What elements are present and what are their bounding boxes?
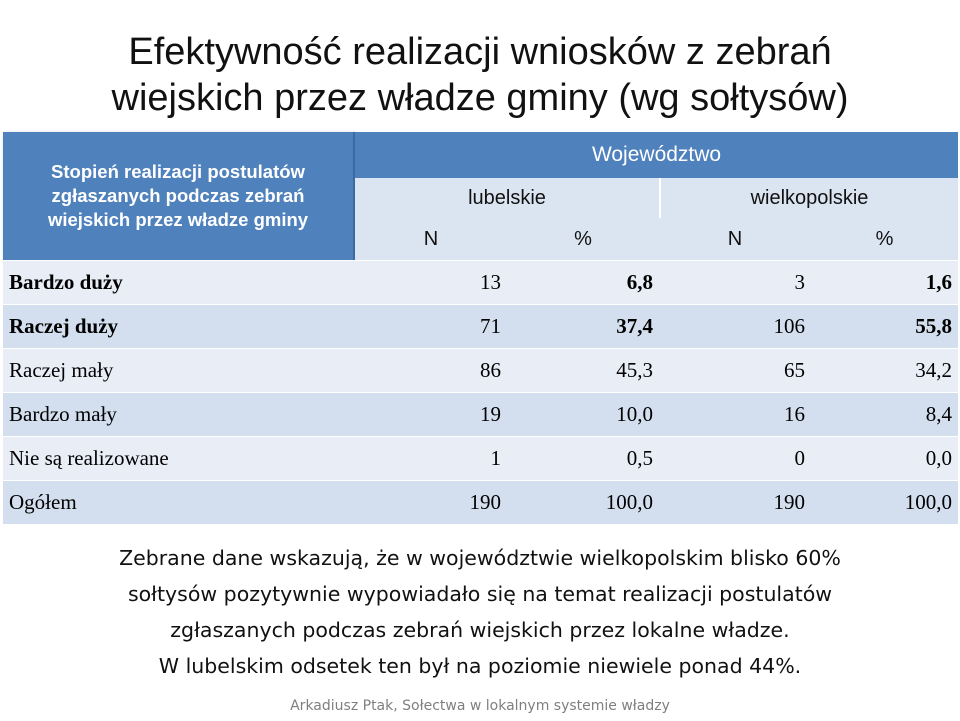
corner-header-line-2: zgłaszanych podczas zebrań (51, 185, 305, 206)
corner-header-line-3: wiejskich przez władze gminy (47, 209, 309, 230)
table-row (3, 392, 958, 436)
subheader-wlk-n: N (659, 218, 811, 260)
cell-lub-pct: 0,5 (507, 436, 659, 480)
table-row (3, 436, 958, 480)
cell-lub-n: 190 (355, 480, 507, 524)
corner-header (3, 132, 355, 260)
cell-lub-pct: 100,0 (507, 480, 659, 524)
cell-wlk-pct: 55,8 (811, 304, 958, 348)
row-label: Nie są realizowane (3, 436, 355, 480)
summary-text (0, 540, 960, 684)
cell-lub-n: 71 (355, 304, 507, 348)
subheader-lub-n: N (355, 218, 507, 260)
cell-wlk-pct: 34,2 (811, 348, 958, 392)
cell-wlk-n: 190 (659, 480, 811, 524)
row-label: Raczej duży (3, 304, 355, 348)
cell-lub-n: 13 (355, 260, 507, 304)
cell-lub-n: 1 (355, 436, 507, 480)
title-line-1: Efektywność realizacji wniosków z zebrań (128, 31, 832, 74)
footer-credit: Arkadiusz Ptak, Sołectwa w lokalnym systemie władzy (290, 698, 670, 714)
cell-lub-pct: 6,8 (507, 260, 659, 304)
cell-lub-pct: 45,3 (507, 348, 659, 392)
table-row (3, 348, 958, 392)
row-label: Bardzo mały (3, 392, 355, 436)
summary-line-1: Zebrane dane wskazują, że w województwie wielkopolskim blisko 60% (119, 546, 841, 570)
cell-wlk-n: 16 (659, 392, 811, 436)
cell-wlk-n: 106 (659, 304, 811, 348)
group-header-wojewodztwo: Województwo (355, 132, 958, 178)
cell-wlk-n: 65 (659, 348, 811, 392)
slide-title (0, 29, 960, 121)
row-label: Bardzo duży (3, 260, 355, 304)
cell-wlk-n: 0 (659, 436, 811, 480)
row-label: Raczej mały (3, 348, 355, 392)
cell-lub-n: 86 (355, 348, 507, 392)
cell-wlk-pct: 0,0 (811, 436, 958, 480)
region-header-lubelskie: lubelskie (355, 178, 659, 218)
summary-line-2: sołtysów pozytywnie wypowiadało się na temat realizacji postulatów (127, 582, 833, 606)
summary-line-4: W lubelskim odsetek ten był na poziomie niewiele ponad 44%. (158, 654, 802, 678)
cell-wlk-pct: 1,6 (811, 260, 958, 304)
region-header-wielkopolskie: wielkopolskie (659, 178, 958, 218)
results-table (3, 132, 958, 524)
summary-line-3: zgłaszanych podczas zebrań wiejskich przez lokalne władze. (170, 618, 790, 642)
table-row-total (3, 480, 958, 524)
table-row (3, 260, 958, 304)
corner-header-line-1: Stopień realizacji postulatów (51, 161, 305, 182)
cell-lub-n: 19 (355, 392, 507, 436)
header-row-group (3, 132, 958, 178)
cell-lub-pct: 37,4 (507, 304, 659, 348)
subheader-wlk-pct: % (811, 218, 958, 260)
row-label: Ogółem (3, 480, 355, 524)
cell-lub-pct: 10,0 (507, 392, 659, 436)
title-line-2: wiejskich przez władze gminy (wg sołtysów) (111, 77, 849, 120)
cell-wlk-pct: 100,0 (811, 480, 958, 524)
cell-wlk-n: 3 (659, 260, 811, 304)
table-row (3, 304, 958, 348)
cell-wlk-pct: 8,4 (811, 392, 958, 436)
subheader-lub-pct: % (507, 218, 659, 260)
